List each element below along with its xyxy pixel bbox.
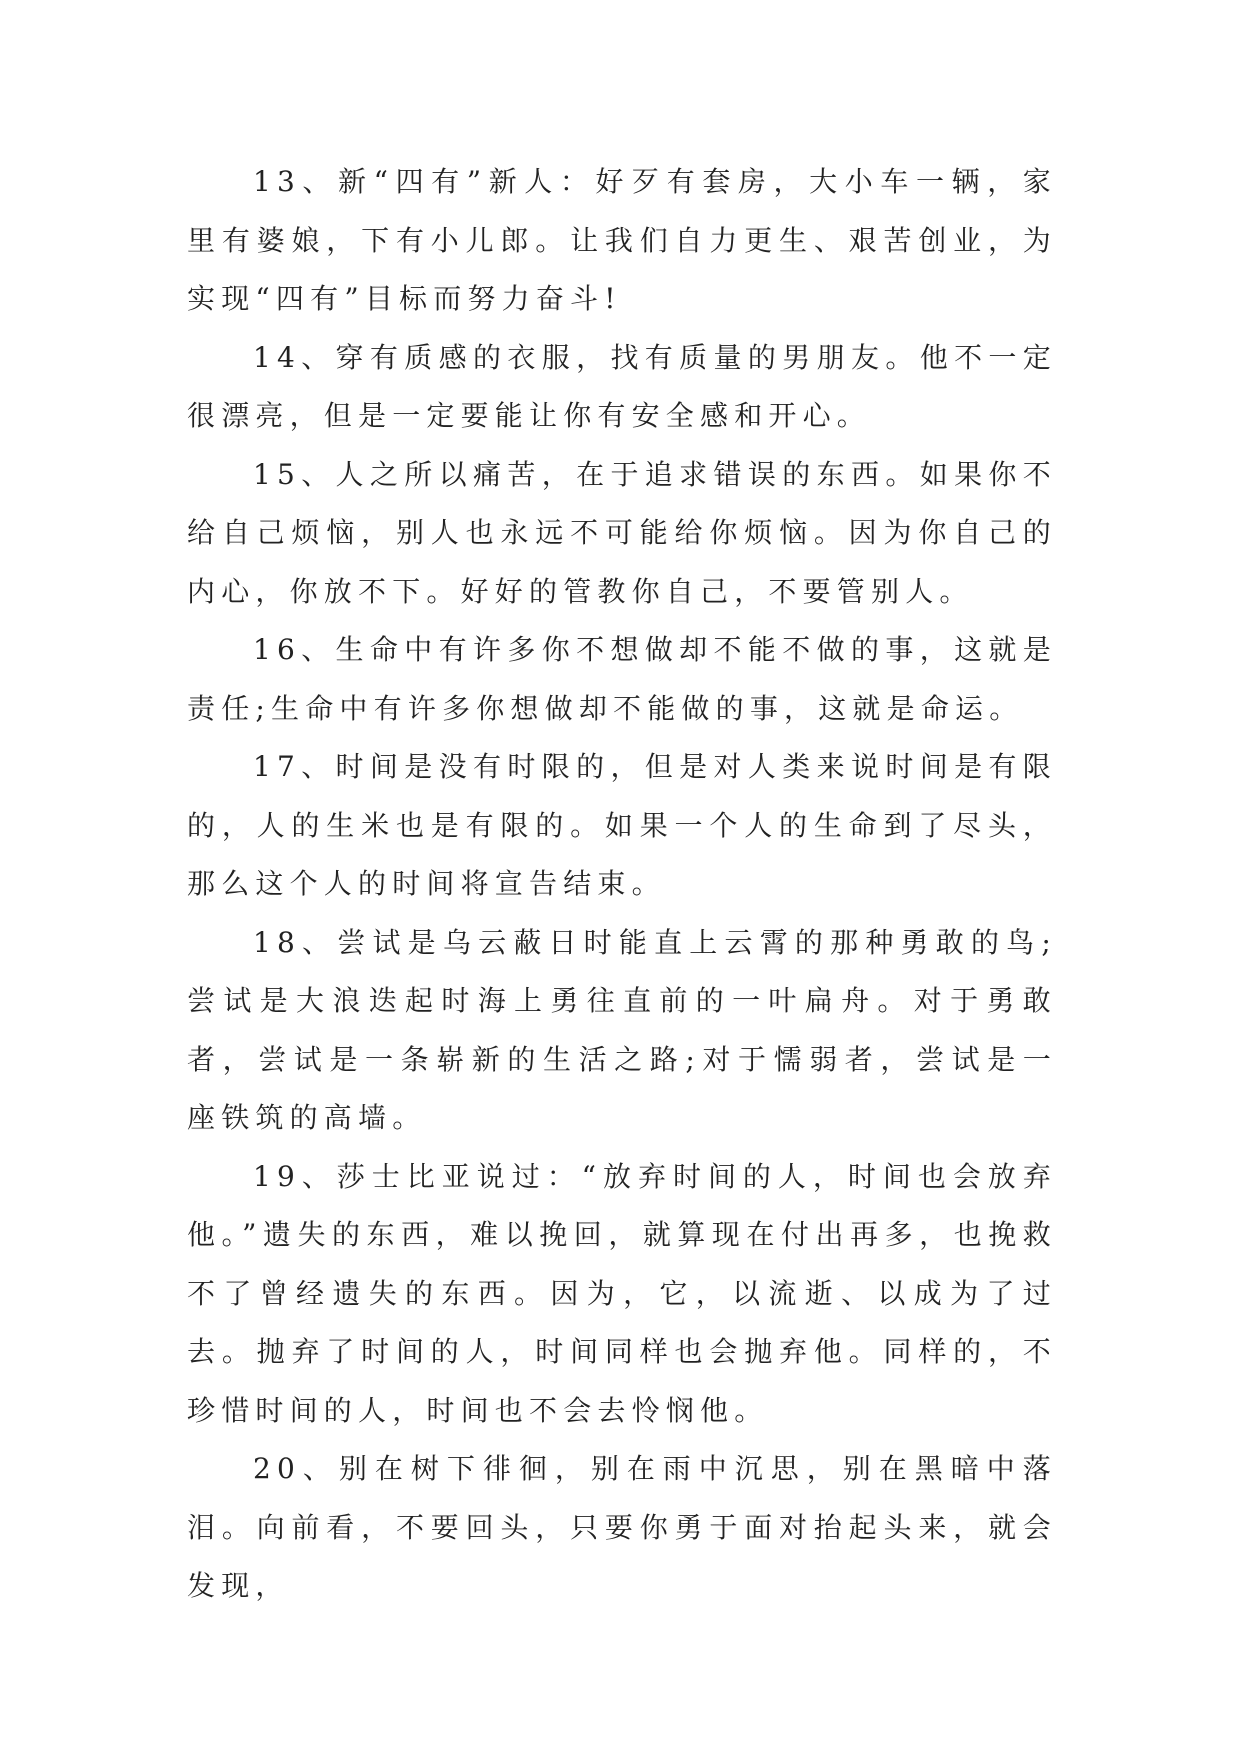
paragraph-20: 20、别在树下徘徊，别在雨中沉思，别在黑暗中落泪。向前看，不要回头，只要你勇于面对抬起头来，就会发现，: [187, 1452, 1057, 1602]
paragraph-18: 18、尝试是乌云蔽日时能直上云霄的那种勇敢的鸟;尝试是大浪迭起时海上勇往直前的一叶扁舟。对于勇敢者，尝试是一条崭新的生活之路;对于懦弱者，尝试是一座铁筑的高墙。: [187, 925, 1057, 1134]
paragraph-17: 17、时间是没有时限的，但是对人类来说时间是有限的，人的生米也是有限的。如果一个人的生命到了尽头，那么这个人的时间将宣告结束。: [187, 750, 1057, 900]
document-body: [187, 153, 1057, 1616]
paragraph-15: 15、人之所以痛苦，在于追求错误的东西。如果你不给自己烦恼，别人也永远不可能给你烦恼。因为你自己的内心，你放不下。好好的管教你自己，不要管别人。: [187, 457, 1057, 608]
paragraph-19: 19、莎士比亚说过：“放弃时间的人，时间也会放弃他。”遗失的东西，难以挽回，就算现在付出再多，也挽救不了曾经遗失的东西。因为，它，以流逝、以成为了过去。抛弃了时间的人，时间同样也会抛弃他。同样的，不珍惜时间的人，时间也不会去怜悯他。: [187, 1159, 1057, 1427]
paragraph-13: 13、新“四有”新人：好歹有套房，大小车一辆，家里有婆娘，下有小儿郎。让我们自力更生、艰苦创业，为实现“四有”目标而努力奋斗!: [187, 165, 1057, 315]
paragraph-16: 16、生命中有许多你不想做却不能不做的事，这就是责任;生命中有许多你想做却不能做的事，这就是命运。: [187, 633, 1057, 725]
paragraph-14: 14、穿有质感的衣服，找有质量的男朋友。他不一定很漂亮，但是一定要能让你有安全感和开心。: [187, 340, 1057, 432]
